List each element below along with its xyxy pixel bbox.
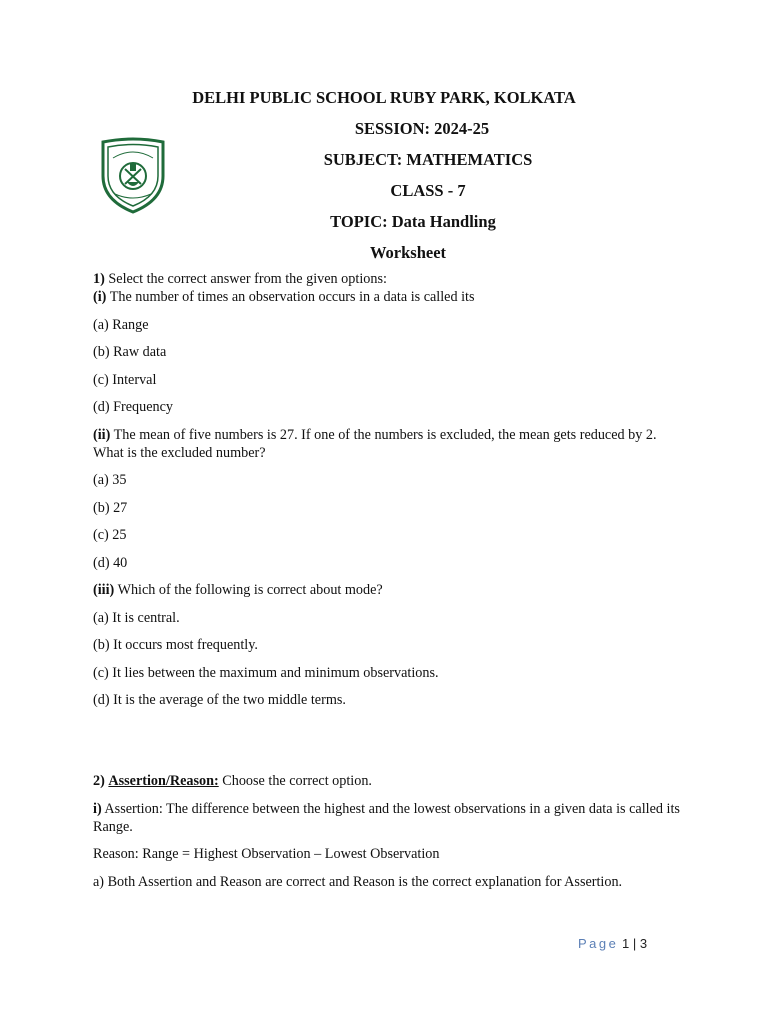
topic-line: TOPIC: Data Handling — [330, 212, 496, 231]
school-name: DELHI PUBLIC SCHOOL RUBY PARK, KOLKATA — [192, 88, 576, 107]
option-1iii-a: (a) It is central. — [93, 609, 180, 626]
option-1ii-c: (c) 25 — [93, 527, 127, 543]
page-number: 1 — [622, 936, 630, 951]
assertion-1: i) Assertion: The difference between the highest and the lowest observations in a given data is called its Range. — [93, 800, 680, 835]
question-1-ii: (ii) The mean of five numbers is 27. If one of the numbers is excluded, the mean gets reduced by 2. What is the excluded number? — [93, 426, 657, 461]
page-label: Page — [578, 936, 619, 951]
option-1ii-b: (b) 27 — [93, 499, 128, 516]
option-2i-a: a) Both Assertion and Reason are correct and Reason is the correct explanation for Assertion. — [93, 873, 623, 890]
worksheet-title: Worksheet — [369, 243, 447, 262]
option-1i-c: (c) Interval — [93, 371, 157, 388]
option-1i-d: (d) Frequency — [93, 399, 173, 415]
question-1-iii: (iii) Which of the following is correct about mode? — [93, 582, 383, 598]
school-crest-icon — [97, 136, 169, 214]
page-separator: | — [632, 936, 637, 951]
option-1i-b: (b) Raw data — [93, 344, 167, 360]
session-line: SESSION: 2024-25 — [354, 119, 490, 138]
option-1iii-d: (d) It is the average of the two middle terms. — [93, 692, 346, 708]
question-2-prompt: 2) Assertion/Reason: Choose the correct option. — [93, 773, 372, 789]
option-1iii-b: (b) It occurs most frequently. — [93, 637, 258, 653]
page-footer — [578, 936, 647, 951]
page-total: 3 — [639, 936, 648, 951]
subject-line: SUBJECT: MATHEMATICS — [323, 150, 533, 169]
option-1iii-c: (c) It lies between the maximum and minimum observations. — [93, 664, 439, 681]
worksheet-body — [93, 270, 683, 891]
option-1ii-a: (a) 35 — [93, 472, 127, 488]
question-1-prompt: 1) Select the correct answer from the given options: — [93, 271, 387, 287]
reason-1: Reason: Range = Highest Observation – Lowest Observation — [93, 846, 440, 862]
class-line: CLASS - 7 — [390, 181, 466, 200]
option-1i-a: (a) Range — [93, 316, 149, 333]
option-1ii-d: (d) 40 — [93, 554, 128, 571]
question-1-i: (i) The number of times an observation occurs in a data is called its — [93, 289, 475, 305]
